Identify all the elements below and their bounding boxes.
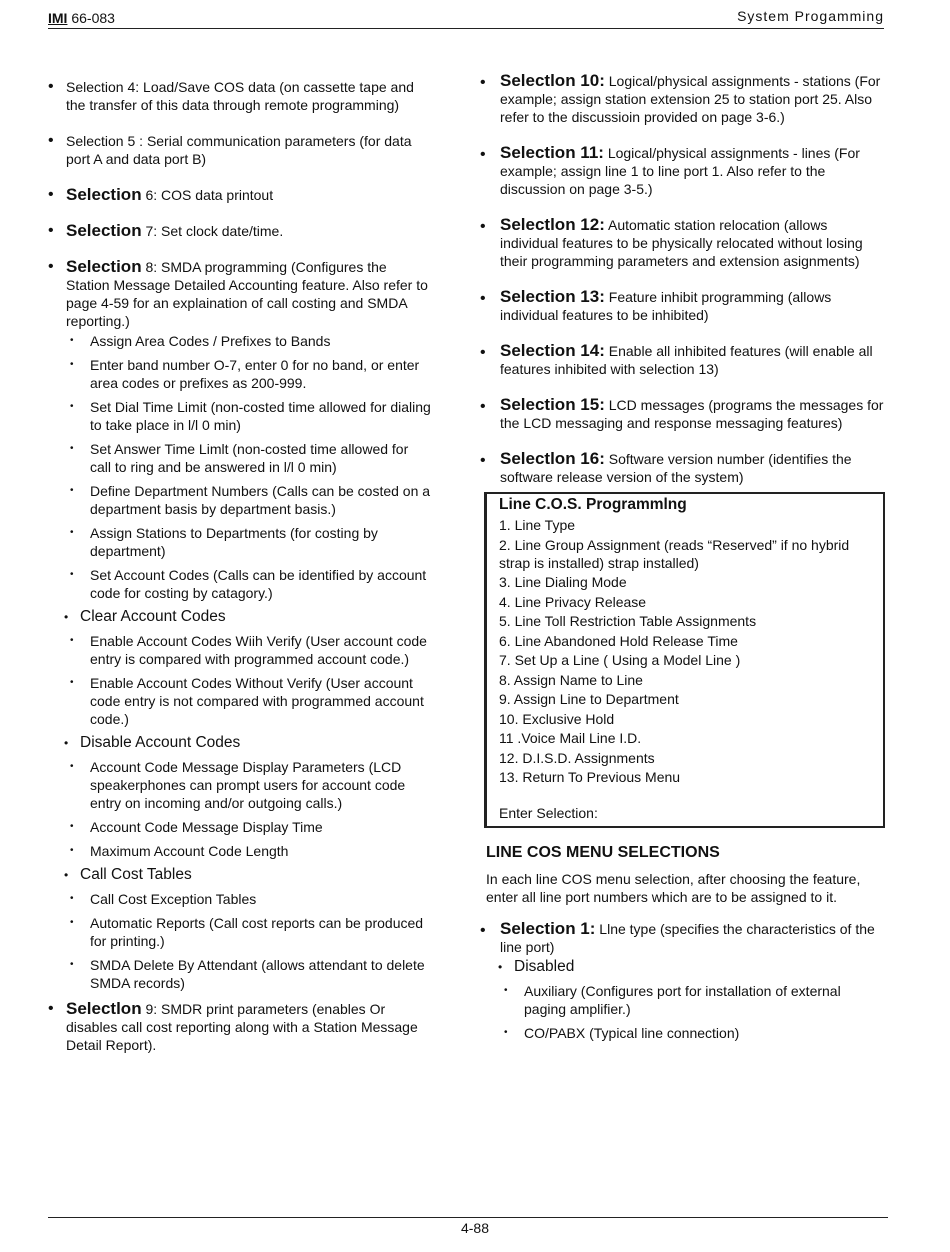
menu-item: 5. Line Toll Restriction Table Assignments xyxy=(499,613,757,629)
sub-item: • Call Cost Tables xyxy=(66,866,432,884)
list-item xyxy=(480,216,885,270)
list-item xyxy=(480,144,885,198)
sub-item: • CO/PABX (Typical line connection) xyxy=(500,1024,885,1042)
item-text: LCD messages (programs the messages for the LCD messaging and response messaging features) xyxy=(500,397,884,431)
item-text: Enable all inhibited features (will enable all features inhibited with selection 13) xyxy=(500,343,873,377)
selection-label: Selectlon 12: xyxy=(500,215,605,234)
sub-item: • Define Department Numbers (Calls can be costed on a department basis by department basis.) xyxy=(66,482,432,518)
item-text: Software version number (identifies the software release version of the system) xyxy=(500,451,852,485)
line-type-sublist xyxy=(500,958,885,1042)
sub-item: • Enable Account Codes Wiih Verify (User account code entry is compared with programmed account code.) xyxy=(66,632,432,668)
page-number: 4-88 xyxy=(460,1220,490,1236)
menu-item: 9. Assign Line to Department xyxy=(499,691,679,707)
item-text: Logical/physical assignments - stations (For example; assign station extension 25 to station port 25. Also refer to the discussioin provided on page 3-6.) xyxy=(500,73,881,125)
page-header xyxy=(48,6,884,29)
item-text: Llne type (specifies the characteristics of the line port) xyxy=(500,921,875,955)
sub-item: • Call Cost Exception Tables xyxy=(66,890,432,908)
list-item xyxy=(48,222,432,240)
selection-label: Selection xyxy=(66,257,142,276)
sub-item: • Assign Area Codes / Prefixes to Bands xyxy=(66,332,432,350)
selection-label: Selectlon 10: xyxy=(500,71,605,90)
list-item xyxy=(48,1000,432,1054)
selection-label: Selectlon 16: xyxy=(500,449,605,468)
selection-label: Selection 15: xyxy=(500,395,605,414)
doc-code-number: 66-083 xyxy=(71,10,115,26)
sub-item: • Account Code Message Display Parameters (LCD speakerphones can prompt users for account code entry on incoming and/or outgoing calls.) xyxy=(66,758,432,812)
selection-label: Selection 11: xyxy=(500,143,604,162)
sub-item: • SMDA Delete By Attendant (allows attendant to delete SMDA records) xyxy=(66,956,432,992)
menu-item: 8. Assign Name to Line xyxy=(499,671,643,688)
menu-title: Line C.O.S. Programmlng xyxy=(499,496,687,513)
selection-label: Selection 13: xyxy=(500,287,605,306)
menu-item: 2. Line Group Assignment (reads “Reserved” if no hybrid strap is installed) strap installed) xyxy=(499,536,850,571)
list-item xyxy=(48,258,432,992)
item-text: Logical/physical assignments - lines (For example; assign line 1 to line port 1. Also refer to the discussion on page 3-5.) xyxy=(500,145,860,197)
left-column xyxy=(48,78,432,1072)
selection-label: Selection xyxy=(66,221,142,240)
sub-item: • Disabled xyxy=(500,958,885,976)
menu-item: 13. Return To Previous Menu xyxy=(499,769,681,785)
doc-code-prefix: IMI xyxy=(48,10,68,26)
item-text: Selection 5 : Serial communication parameters (for data port A and data port B) xyxy=(66,133,412,167)
selection-label: Selectlon xyxy=(66,999,142,1018)
sub-item: • Disable Account Codes xyxy=(66,734,432,752)
right-column xyxy=(480,72,885,1060)
menu-item: 1. Line Type xyxy=(499,517,576,533)
footer-rule xyxy=(48,1217,888,1218)
sub-item: • Maximum Account Code Length xyxy=(66,842,432,860)
list-item xyxy=(48,186,432,204)
selection-label: Selection 1: xyxy=(500,919,596,938)
sub-item: • Enter band number O-7, enter 0 for no band, or enter area codes or prefixes as 200-999. xyxy=(66,356,432,392)
sub-item: • Assign Stations to Departments (for costing by department) xyxy=(66,524,432,560)
list-item xyxy=(480,72,885,126)
section-title: System Progamming xyxy=(737,8,884,24)
list-item xyxy=(480,288,885,324)
menu-item: 6. Line Abandoned Hold Release Time xyxy=(499,632,738,649)
item-text: Selection 4: Load/Save COS data (on cassette tape and the transfer of this data through remote programming) xyxy=(66,79,414,113)
sub-item: • Automatic Reports (Call cost reports can be produced for printing.) xyxy=(66,914,432,950)
sub-item: • Set Dial Time Limit (non-costed time allowed for dialing to take place in l/l 0 min) xyxy=(66,398,432,434)
item-text: Automatic station relocation (allows individual features to be physically relocated without losing their programming parameters and extension asignments) xyxy=(500,217,863,269)
line-cos-menu-box xyxy=(484,492,885,828)
sub-item: • Set Account Codes (Calls can be identified by account code for costing by catagory.) xyxy=(66,566,432,602)
list-item xyxy=(48,132,432,168)
item-text: 7: Set clock date/time. xyxy=(141,223,284,239)
selection-label: Selection xyxy=(66,185,142,204)
item-text: 8: SMDA programming (Configures the Station Message Detailed Accounting feature. Also refer to page 4-59 for an explaination of call costing and SMDA reporting.) xyxy=(66,259,428,329)
selection-label: Selection 14: xyxy=(500,341,605,360)
list-item xyxy=(480,450,885,486)
smda-sublist xyxy=(66,332,432,992)
sub-item: • Account Code Message Display Time xyxy=(66,818,432,836)
menu-item: 7. Set Up a Line ( Using a Model Line ) xyxy=(499,652,741,668)
list-item xyxy=(48,78,432,114)
menu-list xyxy=(499,516,873,786)
section-paragraph: In each line COS menu selection, after choosing the feature, enter all line port numbers which are to be assigned to it. xyxy=(486,871,861,905)
menu-item: 10. Exclusive Hold xyxy=(499,710,615,727)
item-text: 9: SMDR print parameters (enables Or disables call cost reporting along with a Station Message Detail Report). xyxy=(66,1001,418,1053)
sub-item: • Auxiliary (Configures port for installation of external paging amplifier.) xyxy=(500,982,885,1018)
list-item xyxy=(480,342,885,378)
section-heading: LINE COS MENU SELECTIONS xyxy=(486,844,720,861)
sub-item: • Set Answer Time Limlt (non-costed time allowed for call to ring and be answered in l/l 0 min) xyxy=(66,440,432,476)
sub-item: • Clear Account Codes xyxy=(66,608,432,626)
menu-item: 3. Line Dialing Mode xyxy=(499,574,627,590)
item-text: 6: COS data printout xyxy=(141,187,274,203)
menu-item: 4. Line Privacy Release xyxy=(499,593,647,610)
menu-item: 11 .Voice Mail Line I.D. xyxy=(499,730,642,746)
doc-code xyxy=(48,10,115,26)
menu-item: 12. D.I.S.D. Assignments xyxy=(499,749,655,766)
sub-item: • Enable Account Codes Without Verify (User account code entry is not compared with programmed account code.) xyxy=(66,674,432,728)
item-text: Feature inhibit programming (allows individual features to be inhibited) xyxy=(500,289,832,323)
enter-selection-prompt: Enter Selection: xyxy=(499,805,598,821)
list-item xyxy=(480,396,885,432)
list-item xyxy=(480,920,885,1042)
